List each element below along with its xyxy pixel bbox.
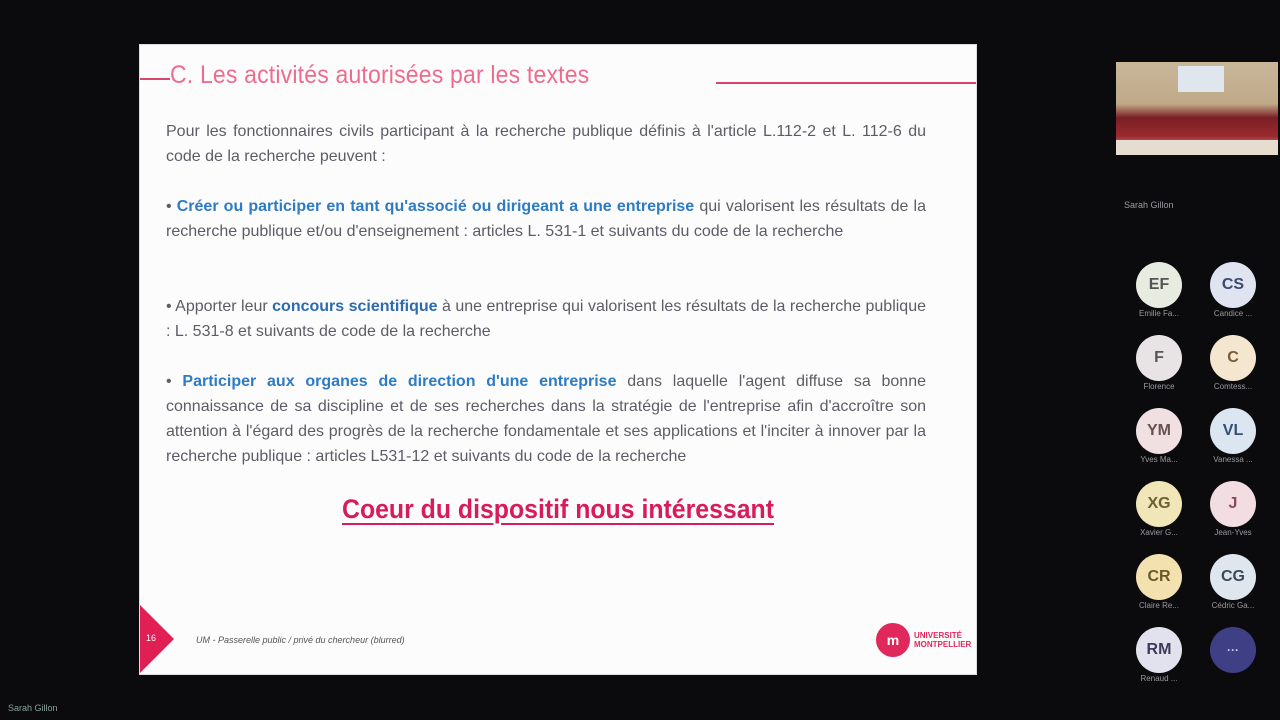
participant-tile[interactable] bbox=[1202, 408, 1264, 468]
active-speaker-name: Sarah Gillon bbox=[1124, 200, 1174, 210]
slide-title: C. Les activités autorisées par les textes bbox=[170, 61, 590, 89]
participant-name: Candice ... bbox=[1213, 309, 1253, 318]
slide-page-number: 16 bbox=[146, 633, 157, 643]
more-participants-button[interactable] bbox=[1202, 627, 1264, 687]
participant-tile[interactable] bbox=[1128, 481, 1190, 541]
bullet-text: à une entreprise qui valorisent les résultats de la recherche publique : L. 531-8 et suivants de code de la recherche bbox=[166, 298, 926, 340]
participant-tile[interactable] bbox=[1202, 554, 1264, 614]
slide-footer-text: UM - Passerelle public / privé du chercheur (blurred) bbox=[196, 635, 405, 645]
bullet-highlight: concours scientifique bbox=[272, 298, 438, 315]
participant-name: Yves Ma... bbox=[1140, 455, 1178, 464]
title-rule-left bbox=[140, 78, 170, 80]
bullet-text: qui valorisent les résultats de la recherche publique et/ou d'enseignement : articles L. 531-1 et suivants du code de la recherche bbox=[166, 198, 927, 240]
logo-text-line2: MONTPELLIER bbox=[914, 640, 972, 649]
more-icon: ··· bbox=[1210, 627, 1256, 673]
participant-name: Claire Re... bbox=[1138, 601, 1179, 610]
avatar: F bbox=[1136, 335, 1182, 381]
bullet-governance bbox=[166, 369, 926, 469]
participant-tile[interactable] bbox=[1202, 262, 1264, 322]
participant-tile[interactable] bbox=[1128, 554, 1190, 614]
bullet-scientific-support bbox=[166, 294, 926, 344]
avatar: CG bbox=[1210, 554, 1256, 600]
bullet-highlight: Créer ou participer en tant qu'associé ou dirigeant a une entreprise bbox=[176, 198, 695, 215]
avatar: CS bbox=[1210, 262, 1256, 308]
self-view-name: Sarah Gillon bbox=[8, 703, 58, 713]
slide-header bbox=[140, 45, 976, 115]
avatar: EF bbox=[1136, 262, 1182, 308]
key-message: Coeur du dispositif nous intéressant bbox=[342, 494, 774, 524]
participant-name: Comtess... bbox=[1213, 382, 1253, 391]
active-speaker-video[interactable] bbox=[1116, 62, 1278, 155]
participant-name: Vanessa ... bbox=[1213, 455, 1253, 464]
avatar: RM bbox=[1136, 627, 1182, 673]
logo-text-line1: UNIVERSITÉ bbox=[914, 631, 963, 640]
bullet-marker: • bbox=[166, 373, 172, 390]
bullet-marker: • bbox=[166, 198, 172, 215]
bullet-text: dans laquelle l'agent diffuse sa bonne connaissance de sa discipline et de ses recherches dans la stratégie de l'entreprise afin d'accroître son attention à l'égard des progrès de la recherche fondamentale et ses applications et l'inciter à innover par la recherche publique : articles L531-12 et suivants du code de la recherche bbox=[166, 373, 927, 465]
participant-name: Florence bbox=[1143, 382, 1175, 391]
avatar: J bbox=[1210, 481, 1256, 527]
avatar: CR bbox=[1136, 554, 1182, 600]
bullet-marker: • bbox=[166, 298, 172, 315]
title-rule-right bbox=[716, 82, 976, 84]
participant-tile[interactable] bbox=[1202, 481, 1264, 541]
participant-name: Jean-Yves bbox=[1214, 528, 1252, 537]
bullet-pre: Apporter leur bbox=[171, 298, 273, 315]
participant-tile[interactable] bbox=[1128, 262, 1190, 322]
university-logo bbox=[876, 623, 971, 657]
room-projector-screen bbox=[1178, 66, 1224, 92]
avatar: XG bbox=[1136, 481, 1182, 527]
avatar: VL bbox=[1210, 408, 1256, 454]
participant-tile[interactable] bbox=[1202, 335, 1264, 395]
logo-mark-icon: m bbox=[876, 623, 910, 657]
bullet-highlight: Participer aux organes de direction d'une entreprise bbox=[182, 373, 617, 390]
participant-tile[interactable] bbox=[1128, 627, 1190, 687]
bullet-create-company bbox=[166, 194, 926, 244]
participant-name: Xavier G... bbox=[1140, 528, 1178, 537]
participant-tile[interactable] bbox=[1128, 335, 1190, 395]
avatar: C bbox=[1210, 335, 1256, 381]
avatar: YM bbox=[1136, 408, 1182, 454]
participant-name: Emilie Fa... bbox=[1138, 309, 1179, 318]
shared-slide bbox=[140, 45, 976, 674]
participant-name: Renaud ... bbox=[1140, 674, 1178, 683]
participant-tile[interactable] bbox=[1128, 408, 1190, 468]
intro-paragraph: Pour les fonctionnaires civils participant à la recherche publique définis à l'article L.112-2 et L. 112-6 du code de la recherche peuvent : bbox=[166, 123, 926, 165]
participant-name: Cédric Ga... bbox=[1211, 601, 1255, 610]
